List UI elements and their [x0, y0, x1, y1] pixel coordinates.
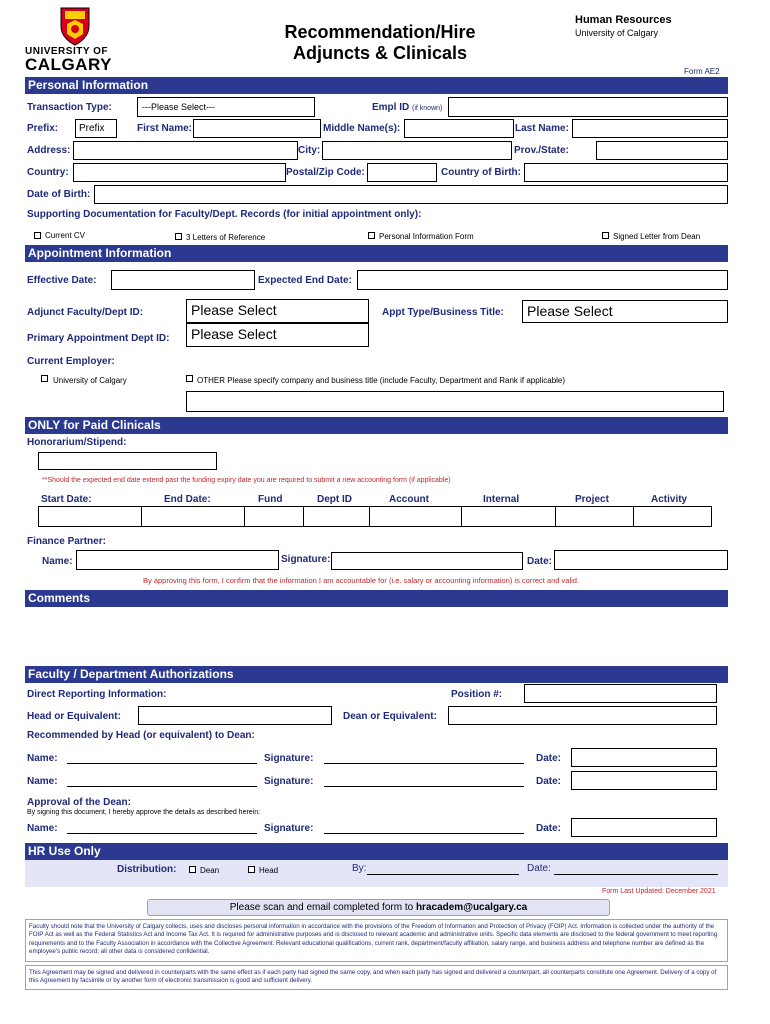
direct-reporting-label: Direct Reporting Information: [27, 689, 167, 700]
doc-dean-letter-label: Signed Letter from Dean [613, 232, 701, 241]
last-name-input[interactable] [572, 119, 728, 138]
approval-note: By approving this form, I confirm that the information I am accountable for (i.e. salary or accounting information) is correct and valid. [143, 576, 580, 585]
section-appointment: Appointment Information [25, 245, 728, 262]
effective-date-label: Effective Date: [27, 275, 97, 286]
finance-date-label: Date: [527, 556, 553, 567]
current-employer-label: Current Employer: [27, 356, 115, 367]
prov-state-label: Prov./State: [514, 145, 569, 156]
middle-names-input[interactable] [404, 119, 514, 138]
postal-zip-label: Postal/Zip Code: [286, 167, 365, 178]
start-date-label: Start Date: [41, 494, 92, 505]
project-input[interactable] [555, 506, 634, 527]
rec2-date-input[interactable] [571, 771, 717, 790]
employer-uofc-label: University of Calgary [53, 376, 127, 385]
comments-area[interactable] [25, 607, 728, 664]
primary-dept-select[interactable]: Please Select [186, 323, 369, 347]
distribution-label: Distribution: [117, 864, 177, 875]
form-code: Form AE2 [684, 67, 720, 76]
rec1-name-label: Name: [27, 753, 58, 764]
section-auth: Faculty / Department Authorizations [25, 666, 728, 683]
empl-id-note: (if known) [412, 105, 443, 112]
foip-notice: Faculty should note that the University of Calgary collects, uses and discloses personal information in accordance with the provisions of the Freedom of Information and Protection of Privacy (FOIP) Act. Information is collected under the authority of the FOIP Act as well as the Federal Statistics Act and Income Tax Act. It is required for administrative purposes and is disclosed to relevant academic and administrative units. Specific data elements are disclosed to the federal government to meet reporting requirements and to the Faculty Association in accordance with the Collective Agreement. Relevant educational qualifications, current rank, department/faculty affiliation, salary range, and business address and telephone number are defined as the employee's public record; all other data is considered confidential. [25, 919, 728, 962]
dean-date-label: Date: [536, 823, 562, 834]
transaction-type-label: Transaction Type: [27, 102, 112, 113]
position-label: Position #: [451, 689, 503, 700]
middle-names-label: Middle Name(s): [323, 123, 401, 134]
empl-id-text: Empl ID [372, 102, 410, 113]
account-input[interactable] [369, 506, 462, 527]
rec1-signature-label: Signature: [264, 753, 314, 764]
finance-name-label: Name: [42, 556, 73, 567]
rec2-signature-label: Signature: [264, 776, 314, 787]
adjunct-dept-select[interactable]: Please Select [186, 299, 369, 323]
activity-label: Activity [651, 494, 688, 505]
finance-date-input[interactable] [554, 550, 728, 570]
employer-other-checkbox[interactable] [186, 375, 193, 382]
city-label: City: [298, 145, 321, 156]
rec2-name-line[interactable] [67, 786, 257, 787]
transaction-type-select[interactable]: ---Please Select--- [137, 97, 315, 117]
supporting-docs-label: Supporting Documentation for Faculty/Dept. Records (for initial appointment only): [27, 209, 422, 220]
doc-cv-checkbox[interactable] [34, 232, 41, 239]
head-input[interactable] [138, 706, 332, 725]
prefix-label: Prefix: [27, 123, 59, 134]
rec1-signature-line[interactable] [324, 763, 524, 764]
end-date-label: End Date: [164, 494, 211, 505]
doc-pif-label: Personal Information Form [379, 232, 474, 241]
employer-uofc-checkbox[interactable] [41, 375, 48, 382]
section-personal: Personal Information [25, 77, 728, 94]
internal-input[interactable] [461, 506, 556, 527]
dist-head-checkbox[interactable] [248, 866, 255, 873]
start-date-input[interactable] [38, 506, 142, 527]
dob-input[interactable] [94, 185, 728, 204]
doc-pif-checkbox[interactable] [368, 232, 375, 239]
email-address[interactable]: hracadem@ucalgary.ca [415, 902, 528, 913]
approval-dean-label: Approval of the Dean: [27, 797, 131, 808]
title-line2: Adjuncts & Clinicals [292, 43, 468, 63]
rec1-name-line[interactable] [67, 763, 257, 764]
project-label: Project [575, 494, 609, 505]
funding-note: **Should the expected end date extend past the funding expiry date you are required to submit a new accounting form (if applicable) [42, 477, 451, 484]
head-label: Head or Equivalent: [27, 711, 121, 722]
empl-id-label [372, 102, 442, 113]
hr-by-line[interactable] [367, 874, 519, 875]
employer-other-label: OTHER Please specify company and business title (include Faculty, Department and Rank if applicable) [197, 376, 566, 385]
hr-date-label: Date: [527, 863, 551, 874]
first-name-input[interactable] [193, 119, 321, 138]
primary-dept-label: Primary Appointment Dept ID: [27, 333, 170, 344]
title-line1: Recommendation/Hire [284, 22, 476, 42]
last-name-label: Last Name: [515, 123, 569, 134]
doc-dean-letter-checkbox[interactable] [602, 232, 609, 239]
country-birth-input[interactable] [524, 163, 728, 182]
prefix-select[interactable]: Prefix [75, 119, 117, 138]
dept-id-input[interactable] [303, 506, 370, 527]
end-date-input[interactable] [141, 506, 245, 527]
dean-signature-label: Signature: [264, 823, 314, 834]
dept-id-label: Dept ID [317, 494, 352, 505]
hr-date-line[interactable] [554, 874, 718, 875]
empl-id-input[interactable] [448, 97, 728, 117]
employer-other-input[interactable] [186, 391, 724, 412]
rec2-name-label: Name: [27, 776, 58, 787]
finance-signature-label: Signature: [281, 554, 331, 565]
fund-label: Fund [258, 494, 283, 505]
appt-type-select[interactable]: Please Select [522, 300, 728, 323]
university-line2: CALGARY [25, 55, 112, 74]
dean-note: By signing this document, I hereby approve the details as described herein: [27, 809, 261, 816]
finance-signature-input[interactable] [331, 552, 523, 570]
activity-input[interactable] [633, 506, 712, 527]
dean-input[interactable] [448, 706, 717, 725]
dean-date-input[interactable] [571, 818, 717, 837]
expected-end-input[interactable] [357, 270, 728, 290]
rec1-date-input[interactable] [571, 748, 717, 767]
dean-label: Dean or Equivalent: [343, 711, 437, 722]
crest-icon [55, 6, 95, 46]
doc-letters-checkbox[interactable] [175, 233, 182, 240]
doc-letters-label: 3 Letters of Reference [186, 233, 266, 242]
doc-cv-label: Current CV [45, 231, 86, 240]
account-label: Account [389, 494, 429, 505]
dist-dean-label: Dean [200, 866, 220, 875]
fund-input[interactable] [244, 506, 304, 527]
section-paid: ONLY for Paid Clinicals [25, 417, 728, 434]
dob-label: Date of Birth: [27, 189, 91, 200]
prov-state-input[interactable] [596, 141, 728, 160]
country-input[interactable] [73, 163, 286, 182]
university-line1: UNIVERSITY OF [25, 46, 108, 57]
adjunct-dept-label: Adjunct Faculty/Dept ID: [27, 307, 144, 318]
section-hr: HR Use Only [25, 843, 728, 860]
appt-type-label: Appt Type/Business Title: [382, 307, 504, 318]
hr-by-label: By: [352, 863, 367, 874]
finance-partner-label: Finance Partner: [27, 536, 106, 547]
form-title [230, 22, 530, 64]
rec1-date-label: Date: [536, 753, 562, 764]
dept-name: Human Resources [575, 14, 672, 26]
recommended-label: Recommended by Head (or equivalent) to Dean: [27, 730, 255, 741]
effective-date-input[interactable] [111, 270, 255, 290]
section-comments: Comments [25, 590, 728, 607]
email-banner [147, 899, 610, 916]
address-label: Address: [27, 145, 71, 156]
dean-signature-line[interactable] [324, 833, 524, 834]
address-input[interactable] [73, 141, 298, 160]
dean-name-label: Name: [27, 823, 58, 834]
postal-zip-input[interactable] [367, 163, 437, 182]
dean-name-line[interactable] [67, 833, 257, 834]
finance-name-input[interactable] [76, 550, 279, 570]
form-updated: Form Last Updated: December 2021 [602, 888, 716, 895]
university-logo [25, 6, 125, 72]
position-input[interactable] [524, 684, 717, 703]
email-prefix: Please scan and email completed form to [229, 902, 416, 913]
expected-end-label: Expected End Date: [258, 275, 352, 286]
internal-label: Internal [483, 494, 520, 505]
first-name-label: First Name: [137, 123, 193, 134]
rec2-signature-line[interactable] [324, 786, 524, 787]
dist-dean-checkbox[interactable] [189, 866, 196, 873]
dist-head-label: Head [259, 866, 279, 875]
city-input[interactable] [322, 141, 512, 160]
honorarium-label: Honorarium/Stipend: [27, 437, 127, 448]
agreement-notice: This Agreement may be signed and delivered in counterparts with the same effect as if each party had signed the same copy, and when each party has signed and delivered a counterpart, all counterparts constitute one Agreement. Delivery of a copy of this Agreement by facsimile or by another form of electronic transmission is good and sufficient delivery. [25, 965, 728, 990]
country-label: Country: [27, 167, 69, 178]
dept-sub: University of Calgary [575, 28, 659, 38]
country-birth-label: Country of Birth: [441, 167, 521, 178]
honorarium-input[interactable] [38, 452, 217, 470]
rec2-date-label: Date: [536, 776, 562, 787]
